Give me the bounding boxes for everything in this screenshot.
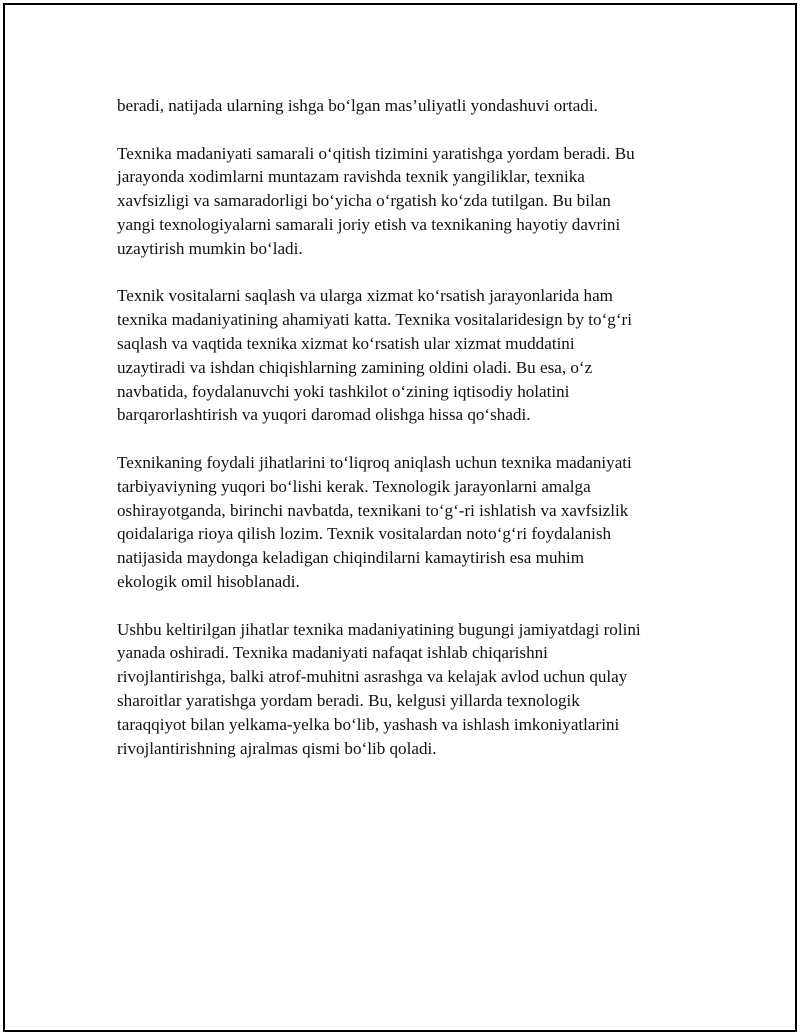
text-line: barqarorlashtirish va yuqori daromad olishga hissa qo‘shadi. — [117, 405, 531, 425]
text-line: beradi, natijada ularning ishga bo‘lgan mas’uliyatli yondashuvi ortadi. — [117, 96, 598, 115]
text-line: oshirayotganda, birinchi navbatda, texnikani to‘g‘-ri ishlatish va xavfsizlik — [117, 500, 629, 520]
text-line: saqlash va vaqtida texnika xizmat ko‘rsatish ular xizmat muddatini — [117, 333, 575, 353]
text-line: ekologik omil hisoblanadi. — [117, 571, 300, 591]
paragraph-4 — [117, 451, 687, 594]
text-line: rivojlantirishga, balki atrof-muhitni asrashga va kelajak avlod uchun qulay — [117, 667, 628, 687]
text-line: texnika madaniyatining ahamiyati katta. Texnika vositalaridesign by to‘g‘ri — [117, 310, 632, 330]
text-line: Ushbu keltirilgan jihatlar texnika madaniyatining bugungi jamiyatdagi rolini — [117, 619, 641, 639]
paragraph-5 — [117, 618, 687, 761]
paragraph-3 — [117, 284, 687, 427]
paragraph-2 — [117, 142, 687, 261]
text-line: xavfsizligi va samaradorligi bo‘yicha o‘rgatish ko‘zda tutilgan. Bu bilan — [117, 191, 611, 211]
text-line: tarbiyaviyning yuqori bo‘lishi kerak. Texnologik jarayonlarni amalga — [117, 476, 591, 496]
text-line: qoidalariga rioya qilish lozim. Texnik vositalardan noto‘g‘ri foydalanish — [117, 524, 612, 544]
text-line: yangi texnologiyalarni samarali joriy etish va texnikaning hayotiy davrini — [117, 214, 621, 234]
document-body — [117, 94, 687, 784]
text-line: rivojlantirishning ajralmas qismi bo‘lib qoladi. — [117, 738, 437, 758]
text-line: Texnika madaniyati samarali o‘qitish tizimini yaratishga yordam beradi. Bu — [117, 143, 635, 163]
text-line: navbatida, foydalanuvchi yoki tashkilot o‘zining iqtisodiy holatini — [117, 381, 570, 401]
text-line: Texnikaning foydali jihatlarini to‘liqroq aniqlash uchun texnika madaniyati — [117, 452, 632, 472]
text-line: sharoitlar yaratishga yordam beradi. Bu, kelgusi yillarda texnologik — [117, 690, 580, 710]
text-line: uzaytirish mumkin bo‘ladi. — [117, 238, 303, 258]
text-line: taraqqiyot bilan yelkama-yelka bo‘lib, yashash va ishlash imkoniyatlarini — [117, 714, 620, 734]
paragraph-1 — [117, 94, 687, 118]
text-line: Texnik vositalarni saqlash va ularga xizmat ko‘rsatish jarayonlarida ham — [117, 286, 613, 306]
text-line: jarayonda xodimlarni muntazam ravishda texnik yangiliklar, texnika — [117, 167, 585, 187]
text-line: uzaytiradi va ishdan chiqishlarning zamining oldini oladi. Bu esa, o‘z — [117, 357, 593, 377]
text-line: yanada oshiradi. Texnika madaniyati nafaqat ishlab chiqarishni — [117, 643, 548, 663]
text-line: natijasida maydonga keladigan chiqindilarni kamaytirish esa muhim — [117, 548, 585, 568]
